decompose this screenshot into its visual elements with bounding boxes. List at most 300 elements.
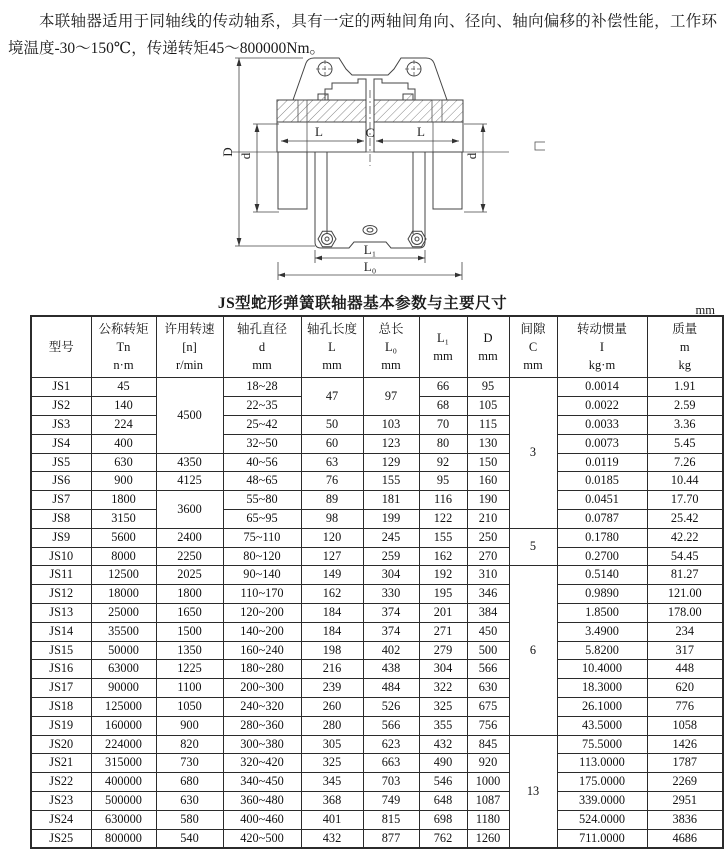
table-cell: 210 bbox=[467, 509, 509, 528]
table-cell: 6 bbox=[509, 566, 557, 735]
table-cell: 122 bbox=[419, 509, 467, 528]
table-cell: 762 bbox=[419, 829, 467, 848]
spring-cover-left bbox=[325, 79, 366, 100]
table-cell: 630000 bbox=[91, 810, 156, 829]
table-row bbox=[31, 378, 723, 397]
column-header: 许用转速 [n] r/min bbox=[156, 316, 223, 378]
table-cell: 60 bbox=[301, 434, 363, 453]
flange-left bbox=[277, 100, 366, 122]
column-header: 质量 m kg bbox=[647, 316, 723, 378]
table-cell: 7.26 bbox=[647, 453, 723, 472]
table-cell: 95 bbox=[419, 472, 467, 491]
coupling-drawing bbox=[155, 54, 545, 292]
table-cell: 2400 bbox=[156, 528, 223, 547]
table-cell: 75.5000 bbox=[557, 735, 647, 754]
column-header: 型号 bbox=[31, 316, 91, 378]
table-cell: 160~240 bbox=[223, 641, 301, 660]
table-cell: 698 bbox=[419, 810, 467, 829]
table-cell: 123 bbox=[363, 434, 419, 453]
table-cell: 98 bbox=[301, 509, 363, 528]
tolerance-box bbox=[535, 142, 545, 150]
table-cell: JS1 bbox=[31, 378, 91, 397]
table-cell: JS18 bbox=[31, 697, 91, 716]
table-cell: 26.1000 bbox=[557, 697, 647, 716]
table-cell: 25000 bbox=[91, 603, 156, 622]
table-cell: 0.1780 bbox=[557, 528, 647, 547]
table-cell: 484 bbox=[363, 679, 419, 698]
table-cell: 22~35 bbox=[223, 397, 301, 416]
table-cell: 55~80 bbox=[223, 491, 301, 510]
table-cell: 234 bbox=[647, 622, 723, 641]
table-cell: 0.0787 bbox=[557, 509, 647, 528]
table-row bbox=[31, 810, 723, 829]
table-cell: 3600 bbox=[156, 491, 223, 529]
table-cell: 500 bbox=[467, 641, 509, 660]
table-cell: 0.0014 bbox=[557, 378, 647, 397]
table-cell: 48~65 bbox=[223, 472, 301, 491]
table-cell: 1000 bbox=[467, 773, 509, 792]
table-cell: 1087 bbox=[467, 791, 509, 810]
table-cell: 120~200 bbox=[223, 603, 301, 622]
table-cell: 345 bbox=[301, 773, 363, 792]
table-cell: 1800 bbox=[156, 585, 223, 604]
table-cell: 184 bbox=[301, 622, 363, 641]
table-cell: 4125 bbox=[156, 472, 223, 491]
table-cell: 384 bbox=[467, 603, 509, 622]
table-cell: 1350 bbox=[156, 641, 223, 660]
table-cell: 140 bbox=[91, 397, 156, 416]
table-cell: 270 bbox=[467, 547, 509, 566]
column-header: 轴孔直径 d mm bbox=[223, 316, 301, 378]
header-row bbox=[31, 316, 723, 378]
table-cell: 0.9890 bbox=[557, 585, 647, 604]
table-cell: 116 bbox=[419, 491, 467, 510]
table-cell: 75~110 bbox=[223, 528, 301, 547]
table-cell: 1225 bbox=[156, 660, 223, 679]
table-cell: JS24 bbox=[31, 810, 91, 829]
table-cell: 18~28 bbox=[223, 378, 301, 397]
table-cell: 0.2700 bbox=[557, 547, 647, 566]
table-row bbox=[31, 585, 723, 604]
table-cell: JS12 bbox=[31, 585, 91, 604]
table-cell: 776 bbox=[647, 697, 723, 716]
table-cell: JS3 bbox=[31, 415, 91, 434]
table-cell: 845 bbox=[467, 735, 509, 754]
flange-right bbox=[374, 100, 463, 122]
table-cell: 224 bbox=[91, 415, 156, 434]
table-cell: 3836 bbox=[647, 810, 723, 829]
table-cell: 630 bbox=[91, 453, 156, 472]
table-cell: 524.0000 bbox=[557, 810, 647, 829]
table-row bbox=[31, 509, 723, 528]
table-cell: 0.0022 bbox=[557, 397, 647, 416]
table-cell: 140~200 bbox=[223, 622, 301, 641]
table-cell: 129 bbox=[363, 453, 419, 472]
table-cell: 1426 bbox=[647, 735, 723, 754]
table-cell: 1.8500 bbox=[557, 603, 647, 622]
table-title: JS型蛇形弹簧联轴器基本参数与主要尺寸 bbox=[217, 295, 508, 312]
table-cell: 25~42 bbox=[223, 415, 301, 434]
table-cell: 339.0000 bbox=[557, 791, 647, 810]
table-cell: 325 bbox=[419, 697, 467, 716]
table-cell: 4500 bbox=[156, 378, 223, 453]
table-cell: 97 bbox=[363, 378, 419, 416]
table-cell: JS19 bbox=[31, 716, 91, 735]
table-cell: 400000 bbox=[91, 773, 156, 792]
table-cell: JS13 bbox=[31, 603, 91, 622]
table-unit-label: mm bbox=[695, 303, 715, 317]
dim-label-d-right: d bbox=[464, 152, 479, 160]
table-cell: JS7 bbox=[31, 491, 91, 510]
table-cell: 45 bbox=[91, 378, 156, 397]
column-header: 间隙 C mm bbox=[509, 316, 557, 378]
table-cell: 180~280 bbox=[223, 660, 301, 679]
table-row bbox=[31, 566, 723, 585]
shaft-block-right bbox=[433, 152, 462, 209]
table-cell: 68 bbox=[419, 397, 467, 416]
table-cell: 80~120 bbox=[223, 547, 301, 566]
table-cell: 10.4000 bbox=[557, 660, 647, 679]
table-cell: 438 bbox=[363, 660, 419, 679]
table-cell: 374 bbox=[363, 603, 419, 622]
table-cell: 175.0000 bbox=[557, 773, 647, 792]
table-cell: JS17 bbox=[31, 679, 91, 698]
table-cell: 92 bbox=[419, 453, 467, 472]
table-cell: 305 bbox=[301, 735, 363, 754]
table-cell: 5.45 bbox=[647, 434, 723, 453]
table-cell: 1058 bbox=[647, 716, 723, 735]
table-cell: 320~420 bbox=[223, 754, 301, 773]
table-cell: 160 bbox=[467, 472, 509, 491]
table-cell: 703 bbox=[363, 773, 419, 792]
table-cell: 900 bbox=[156, 716, 223, 735]
table-cell: 711.0000 bbox=[557, 829, 647, 848]
table-cell: 756 bbox=[467, 716, 509, 735]
coupling-drawing-svg bbox=[155, 54, 545, 292]
table-cell: 103 bbox=[363, 415, 419, 434]
table-cell: 0.5140 bbox=[557, 566, 647, 585]
table-cell: 90~140 bbox=[223, 566, 301, 585]
table-cell: JS11 bbox=[31, 566, 91, 585]
table-cell: 178.00 bbox=[647, 603, 723, 622]
table-header bbox=[31, 316, 723, 378]
table-cell: 330 bbox=[363, 585, 419, 604]
table-cell: 190 bbox=[467, 491, 509, 510]
dim-label-L-left: L bbox=[315, 124, 323, 139]
dim-label-d-left: d bbox=[238, 152, 253, 160]
dim-label-C: C bbox=[365, 125, 375, 140]
table-cell: 620 bbox=[647, 679, 723, 698]
table-cell: 25.42 bbox=[647, 509, 723, 528]
table-cell: 127 bbox=[301, 547, 363, 566]
table-cell: 566 bbox=[467, 660, 509, 679]
table-cell: 355 bbox=[419, 716, 467, 735]
table-cell: 310 bbox=[467, 566, 509, 585]
table-cell: 432 bbox=[419, 735, 467, 754]
table-cell: 730 bbox=[156, 754, 223, 773]
table-cell: 2951 bbox=[647, 791, 723, 810]
dim-label-L1: L₁ bbox=[363, 242, 377, 257]
table-cell: 680 bbox=[156, 773, 223, 792]
table-cell: 400~460 bbox=[223, 810, 301, 829]
table-cell: 820 bbox=[156, 735, 223, 754]
table-row bbox=[31, 415, 723, 434]
table-cell: 184 bbox=[301, 603, 363, 622]
table-cell: 432 bbox=[301, 829, 363, 848]
table-cell: 0.0033 bbox=[557, 415, 647, 434]
table-cell: 346 bbox=[467, 585, 509, 604]
table-cell: 40~56 bbox=[223, 453, 301, 472]
table-cell: 125000 bbox=[91, 697, 156, 716]
table-cell: 3.4900 bbox=[557, 622, 647, 641]
table-cell: 401 bbox=[301, 810, 363, 829]
table-cell: 368 bbox=[301, 791, 363, 810]
table-cell: 81.27 bbox=[647, 566, 723, 585]
table-row bbox=[31, 547, 723, 566]
table-cell: 80 bbox=[419, 434, 467, 453]
table-cell: 181 bbox=[363, 491, 419, 510]
table-cell: 900 bbox=[91, 472, 156, 491]
table-cell: 675 bbox=[467, 697, 509, 716]
table-cell: 3150 bbox=[91, 509, 156, 528]
intro-paragraph: 本联轴器适用于同轴线的传动轴系，具有一定的两轴间角向、径向、轴向偏移的补偿性能，工作环境温度-30～150℃，传递转矩45～800000Nm。 bbox=[8, 13, 717, 57]
table-cell: 224000 bbox=[91, 735, 156, 754]
table-cell: 0.0185 bbox=[557, 472, 647, 491]
table-cell: 0.0451 bbox=[557, 491, 647, 510]
table-body bbox=[31, 378, 723, 848]
table-cell: 63000 bbox=[91, 660, 156, 679]
table-cell: 360~480 bbox=[223, 791, 301, 810]
table-cell: 2.59 bbox=[647, 397, 723, 416]
column-header: 转动惯量 I kg·m bbox=[557, 316, 647, 378]
table-cell: 546 bbox=[419, 773, 467, 792]
table-cell: 150 bbox=[467, 453, 509, 472]
table-row bbox=[31, 434, 723, 453]
table-cell: 420~500 bbox=[223, 829, 301, 848]
table-cell: 239 bbox=[301, 679, 363, 698]
table-cell: 630 bbox=[467, 679, 509, 698]
table-cell: JS9 bbox=[31, 528, 91, 547]
table-cell: 340~450 bbox=[223, 773, 301, 792]
table-cell: 304 bbox=[419, 660, 467, 679]
table-cell: 5 bbox=[509, 528, 557, 566]
table-cell: 0.0073 bbox=[557, 434, 647, 453]
table-cell: 1500 bbox=[156, 622, 223, 641]
table-cell: 630 bbox=[156, 791, 223, 810]
table-cell: 317 bbox=[647, 641, 723, 660]
table-cell: 448 bbox=[647, 660, 723, 679]
table-cell: 240~320 bbox=[223, 697, 301, 716]
table-cell: 526 bbox=[363, 697, 419, 716]
table-row bbox=[31, 622, 723, 641]
table-cell: JS8 bbox=[31, 509, 91, 528]
table-cell: 260 bbox=[301, 697, 363, 716]
table-cell: 105 bbox=[467, 397, 509, 416]
table-cell: 130 bbox=[467, 434, 509, 453]
table-cell: 12500 bbox=[91, 566, 156, 585]
table-cell: 3 bbox=[509, 378, 557, 528]
table-cell: 162 bbox=[301, 585, 363, 604]
table-cell: 115 bbox=[467, 415, 509, 434]
table-cell: 400 bbox=[91, 434, 156, 453]
table-cell: 50 bbox=[301, 415, 363, 434]
table-cell: 3.36 bbox=[647, 415, 723, 434]
table-cell: 32~50 bbox=[223, 434, 301, 453]
table-cell: 5.8200 bbox=[557, 641, 647, 660]
table-cell: 374 bbox=[363, 622, 419, 641]
table-cell: 1.91 bbox=[647, 378, 723, 397]
table-cell: 259 bbox=[363, 547, 419, 566]
table-cell: JS10 bbox=[31, 547, 91, 566]
table-cell: 198 bbox=[301, 641, 363, 660]
table-cell: 566 bbox=[363, 716, 419, 735]
table-row bbox=[31, 735, 723, 754]
table-cell: 1787 bbox=[647, 754, 723, 773]
table-row bbox=[31, 491, 723, 510]
table-cell: JS5 bbox=[31, 453, 91, 472]
table-cell: 162 bbox=[419, 547, 467, 566]
table-cell: 1050 bbox=[156, 697, 223, 716]
table-cell: 1800 bbox=[91, 491, 156, 510]
table-cell: JS14 bbox=[31, 622, 91, 641]
table-cell: 2269 bbox=[647, 773, 723, 792]
table-row bbox=[31, 472, 723, 491]
column-header: 公称转矩 Tn n·m bbox=[91, 316, 156, 378]
table-cell: 50000 bbox=[91, 641, 156, 660]
table-cell: 76 bbox=[301, 472, 363, 491]
table-cell: JS15 bbox=[31, 641, 91, 660]
table-cell: JS22 bbox=[31, 773, 91, 792]
table-cell: 500000 bbox=[91, 791, 156, 810]
table-cell: 66 bbox=[419, 378, 467, 397]
table-cell: 271 bbox=[419, 622, 467, 641]
table-cell: 325 bbox=[301, 754, 363, 773]
table-cell: 13 bbox=[509, 735, 557, 848]
table-cell: 1650 bbox=[156, 603, 223, 622]
table-cell: JS21 bbox=[31, 754, 91, 773]
dim-label-L0: L₀ bbox=[363, 259, 377, 274]
table-cell: 315000 bbox=[91, 754, 156, 773]
table-row bbox=[31, 679, 723, 698]
table-cell: 815 bbox=[363, 810, 419, 829]
table-cell: 4686 bbox=[647, 829, 723, 848]
shaft-block-left bbox=[278, 152, 307, 209]
table-cell: 0.0119 bbox=[557, 453, 647, 472]
table-cell: 280~360 bbox=[223, 716, 301, 735]
table-cell: 322 bbox=[419, 679, 467, 698]
table-cell: 540 bbox=[156, 829, 223, 848]
table-cell: JS23 bbox=[31, 791, 91, 810]
table-cell: 5600 bbox=[91, 528, 156, 547]
column-header: 总长 L₀ mm bbox=[363, 316, 419, 378]
table-cell: 113.0000 bbox=[557, 754, 647, 773]
table-cell: 245 bbox=[363, 528, 419, 547]
table-cell: 35500 bbox=[91, 622, 156, 641]
table-row bbox=[31, 754, 723, 773]
parameters-table bbox=[30, 315, 724, 849]
table-cell: 155 bbox=[419, 528, 467, 547]
table-cell: JS16 bbox=[31, 660, 91, 679]
table-cell: 155 bbox=[363, 472, 419, 491]
table-cell: 490 bbox=[419, 754, 467, 773]
table-cell: 120 bbox=[301, 528, 363, 547]
table-cell: 121.00 bbox=[647, 585, 723, 604]
table-cell: 54.45 bbox=[647, 547, 723, 566]
table-cell: 160000 bbox=[91, 716, 156, 735]
table-row bbox=[31, 528, 723, 547]
table-cell: 800000 bbox=[91, 829, 156, 848]
table-row bbox=[31, 697, 723, 716]
table-cell: 70 bbox=[419, 415, 467, 434]
table-cell: 2025 bbox=[156, 566, 223, 585]
table-row bbox=[31, 791, 723, 810]
table-cell: 2250 bbox=[156, 547, 223, 566]
center-plug bbox=[363, 226, 377, 235]
table-cell: 43.5000 bbox=[557, 716, 647, 735]
table-cell: 63 bbox=[301, 453, 363, 472]
table-cell: 1260 bbox=[467, 829, 509, 848]
table-cell: 648 bbox=[419, 791, 467, 810]
dim-label-D: D bbox=[220, 147, 235, 157]
table-cell: 8000 bbox=[91, 547, 156, 566]
table-cell: 65~95 bbox=[223, 509, 301, 528]
table-cell: 216 bbox=[301, 660, 363, 679]
table-cell: 749 bbox=[363, 791, 419, 810]
table-cell: 10.44 bbox=[647, 472, 723, 491]
dim-label-L-right: L bbox=[417, 124, 425, 139]
table-row bbox=[31, 660, 723, 679]
table-cell: 450 bbox=[467, 622, 509, 641]
table-cell: 192 bbox=[419, 566, 467, 585]
table-cell: 663 bbox=[363, 754, 419, 773]
table-cell: 280 bbox=[301, 716, 363, 735]
table-row bbox=[31, 716, 723, 735]
table-cell: 110~170 bbox=[223, 585, 301, 604]
table-cell: 580 bbox=[156, 810, 223, 829]
table-cell: 195 bbox=[419, 585, 467, 604]
table-cell: JS25 bbox=[31, 829, 91, 848]
table-cell: 877 bbox=[363, 829, 419, 848]
table-cell: 18.3000 bbox=[557, 679, 647, 698]
table-cell: 250 bbox=[467, 528, 509, 547]
table-cell: 90000 bbox=[91, 679, 156, 698]
table-cell: 200~300 bbox=[223, 679, 301, 698]
column-header: 轴孔长度 L mm bbox=[301, 316, 363, 378]
table-row bbox=[31, 641, 723, 660]
table-cell: 42.22 bbox=[647, 528, 723, 547]
table-cell: 402 bbox=[363, 641, 419, 660]
table-cell: 1180 bbox=[467, 810, 509, 829]
table-row bbox=[31, 603, 723, 622]
table-cell: 920 bbox=[467, 754, 509, 773]
column-header: L₁ mm bbox=[419, 316, 467, 378]
bolt-head-right bbox=[403, 94, 413, 100]
table-cell: JS2 bbox=[31, 397, 91, 416]
table-cell: 18000 bbox=[91, 585, 156, 604]
table-cell: JS20 bbox=[31, 735, 91, 754]
table-cell: 89 bbox=[301, 491, 363, 510]
column-header: D mm bbox=[467, 316, 509, 378]
bolt-head-left bbox=[318, 94, 328, 100]
table-row bbox=[31, 453, 723, 472]
table-cell: 4350 bbox=[156, 453, 223, 472]
table-row bbox=[31, 829, 723, 848]
table-cell: 95 bbox=[467, 378, 509, 397]
table-cell: 199 bbox=[363, 509, 419, 528]
table-cell: JS6 bbox=[31, 472, 91, 491]
table-cell: 1100 bbox=[156, 679, 223, 698]
table-cell: 304 bbox=[363, 566, 419, 585]
